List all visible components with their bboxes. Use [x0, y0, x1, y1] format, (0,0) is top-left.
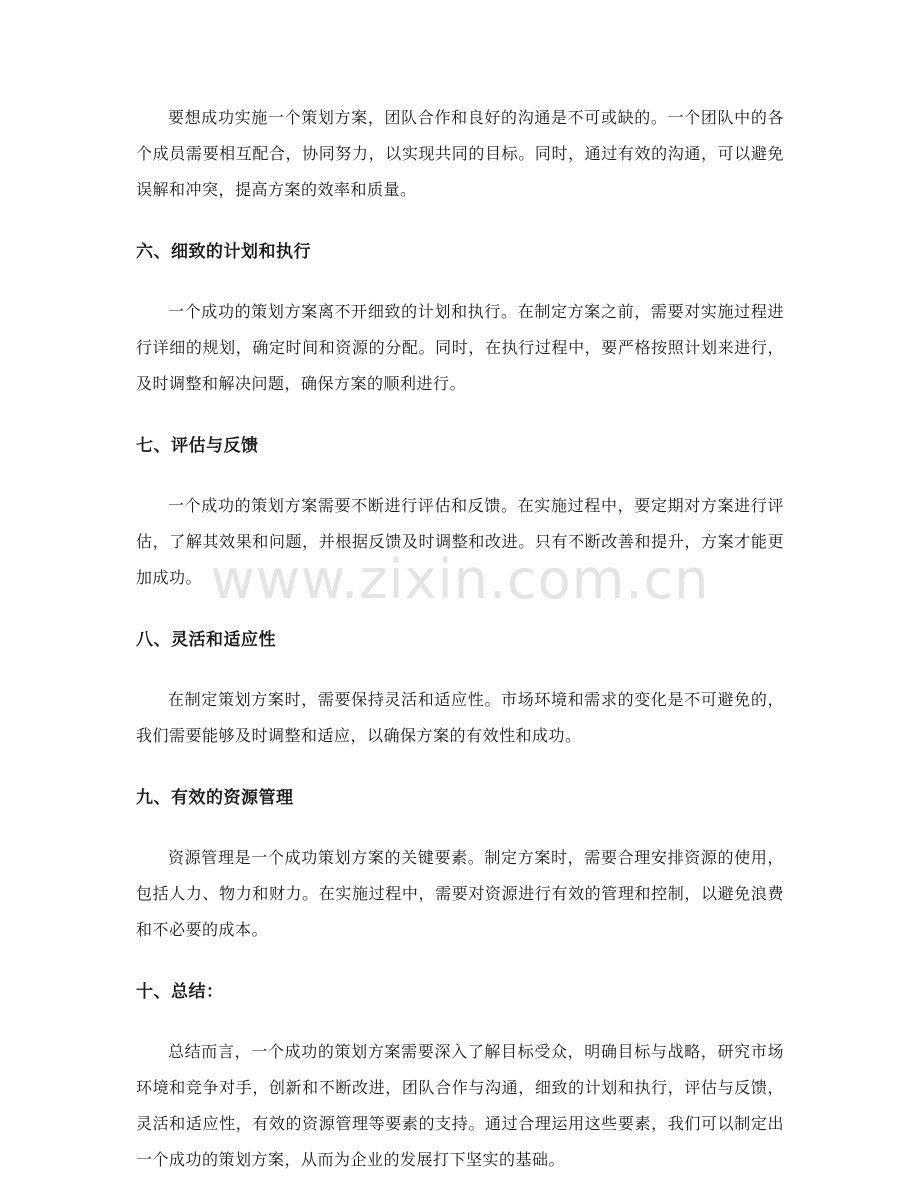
- paragraph-flexibility: 在制定策划方案时，需要保持灵活和适应性。市场环境和需求的变化是不可避免的，我们需要能够及时调整和适应，以确保方案的有效性和成功。: [136, 690, 784, 745]
- heading-evaluation-feedback: 七、评估与反馈: [136, 436, 259, 456]
- heading-summary: 十、总结：: [136, 982, 224, 1002]
- paragraph-summary: 总结而言，一个成功的策划方案需要深入了解目标受众，明确目标与战略，研究市场环境和竞争对手，创新和不断改进，团队合作与沟通，细致的计划和执行，评估与反馈，灵活和适应性，有效的资源管理等要素的支持。通过合理运用这些要素，我们可以制定出一个成功的策划方案，从而为企业的发展打下坚实的基础。: [136, 1042, 784, 1169]
- paragraph-evaluation-feedback: 一个成功的策划方案需要不断进行评估和反馈。在实施过程中，要定期对方案进行评估，了解其效果和问题，并根据反馈及时调整和改进。只有不断改善和提升，方案才能更加成功。: [136, 496, 784, 587]
- heading-resource-management: 九、有效的资源管理: [136, 788, 294, 808]
- paragraph-teamwork: 要想成功实施一个策划方案，团队合作和良好的沟通是不可或缺的。一个团队中的各个成员需要相互配合，协同努力，以实现共同的目标。同时，通过有效的沟通，可以避免误解和冲突，提高方案的效率和质量。: [136, 108, 784, 199]
- paragraph-resource-management: 资源管理是一个成功策划方案的关键要素。制定方案时，需要合理安排资源的使用，包括人力、物力和财力。在实施过程中，需要对资源进行有效的管理和控制，以避免浪费和不必要的成本。: [136, 848, 784, 939]
- document-body: [136, 100, 784, 1178]
- paragraph-planning-execution: 一个成功的策划方案离不开细致的计划和执行。在制定方案之前，需要对实施过程进行详细的规划，确定时间和资源的分配。同时，在执行过程中，要严格按照计划来进行，及时调整和解决问题，确保方案的顺利进行。: [136, 302, 784, 393]
- heading-planning-execution: 六、细致的计划和执行: [136, 242, 311, 262]
- watermark-text: www.zixin.com.cn: [210, 548, 710, 611]
- heading-flexibility: 八、灵活和适应性: [136, 630, 276, 650]
